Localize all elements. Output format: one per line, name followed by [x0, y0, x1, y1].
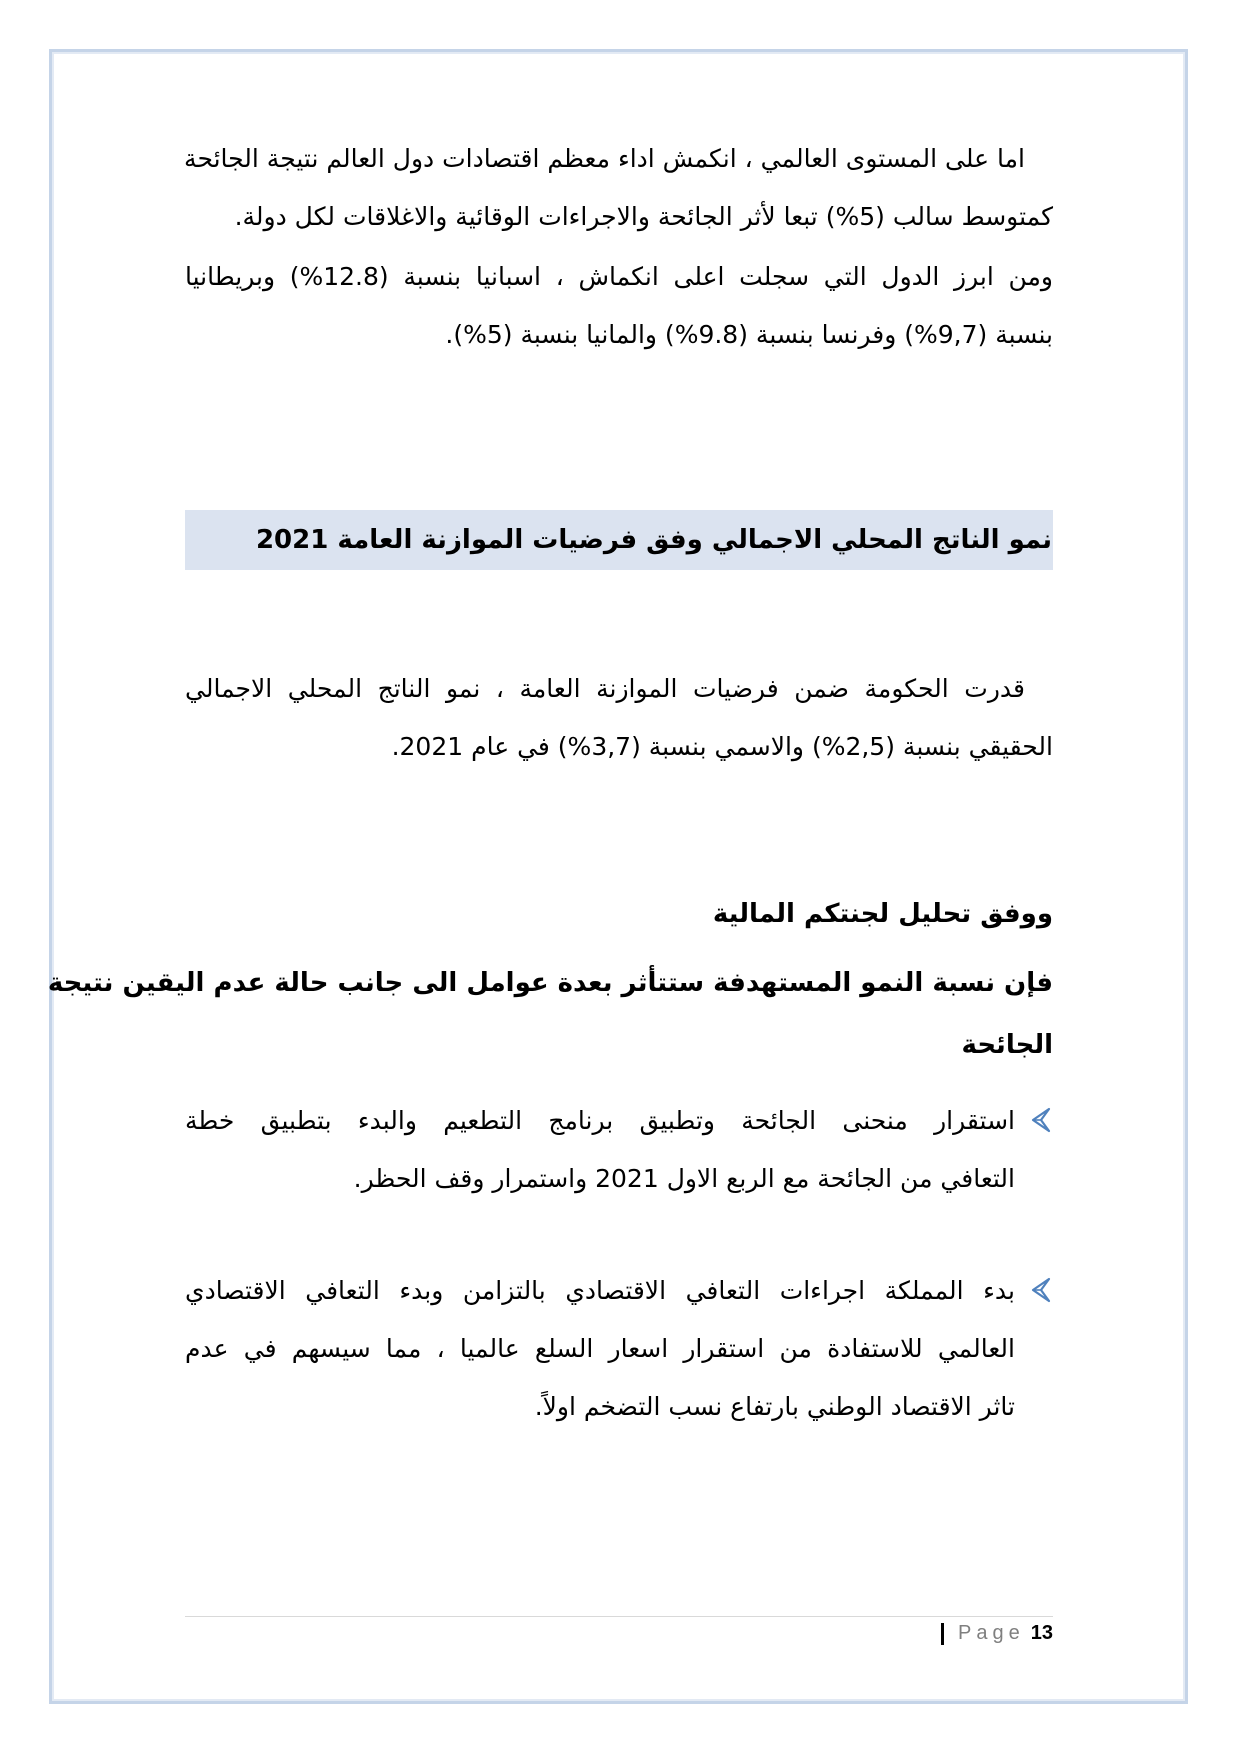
list-item	[185, 1262, 1053, 1436]
paragraph-line: ومن ابرز الدول التي سجلت اعلى انكماش ، اسبانيا بنسبة (12.8%) وبريطانيا	[185, 262, 1054, 291]
paragraph-line: الحقيقي بنسبة (2,5%) والاسمي بنسبة (3,7%) في عام 2021.	[391, 732, 1053, 761]
paragraph-line: اما على المستوى العالمي ، انكمش اداء معظم اقتصادات دول العالم نتيجة الجائحة	[184, 144, 1025, 173]
list-item-line: بدء المملكة اجراءات التعافي الاقتصادي بالتزامن وبدء التعافي الاقتصادي	[185, 1276, 1015, 1305]
page-label: Page	[958, 1622, 1025, 1644]
analysis-statement-line: فإن نسبة النمو المستهدفة ستتأثر بعدة عوامل الى جانب حالة عدم اليقين نتيجة	[47, 968, 1053, 998]
list-item-line: التعافي من الجائحة مع الربع الاول 2021 واستمرار وقف الحظر.	[353, 1164, 1015, 1193]
analysis-statement-line: الجائحة	[961, 1030, 1053, 1060]
analysis-heading-text: ووفق تحليل لجنتكم المالية	[712, 899, 1053, 929]
paragraph-gdp-assumptions	[185, 660, 1053, 776]
footer-separator	[941, 1623, 944, 1645]
paragraph-global-contraction	[185, 130, 1053, 246]
section-heading	[185, 510, 1053, 570]
arrow-bullet-icon	[1027, 1276, 1053, 1304]
list-item-line: تاثر الاقتصاد الوطني بارتفاع نسب التضخم اولاً.	[534, 1392, 1015, 1421]
paragraph-line: بنسبة (9,7%) وفرنسا بنسبة (9.8%) والمانيا بنسبة (5%).	[445, 320, 1053, 349]
list-item-line: استقرار منحنى الجائحة وتطبيق برنامج التطعيم والبدء بتطبيق خطة	[185, 1106, 1015, 1135]
list-item-line: العالمي للاستفادة من استقرار اسعار السلع عالميا ، مما سيسهم في عدم	[185, 1334, 1015, 1363]
page-footer	[941, 1622, 1053, 1645]
page-number: 13	[1030, 1622, 1053, 1644]
paragraph-line: كمتوسط سالب (5%) تبعا لأثر الجائحة والاجراءات الوقائية والاغلاقات لكل دولة.	[234, 202, 1053, 231]
list-item	[185, 1092, 1053, 1208]
section-heading-text: نمو الناتج المحلي الاجمالي وفق فرضيات الموازنة العامة 2021	[255, 525, 1053, 555]
analysis-heading	[185, 883, 1053, 945]
analysis-statement	[47, 952, 1053, 1076]
paragraph-country-contraction	[185, 248, 1053, 364]
arrow-bullet-icon	[1027, 1106, 1053, 1134]
footer-divider	[185, 1616, 1053, 1617]
paragraph-line: قدرت الحكومة ضمن فرضيات الموازنة العامة ، نمو الناتج المحلي الاجمالي	[185, 674, 1025, 703]
